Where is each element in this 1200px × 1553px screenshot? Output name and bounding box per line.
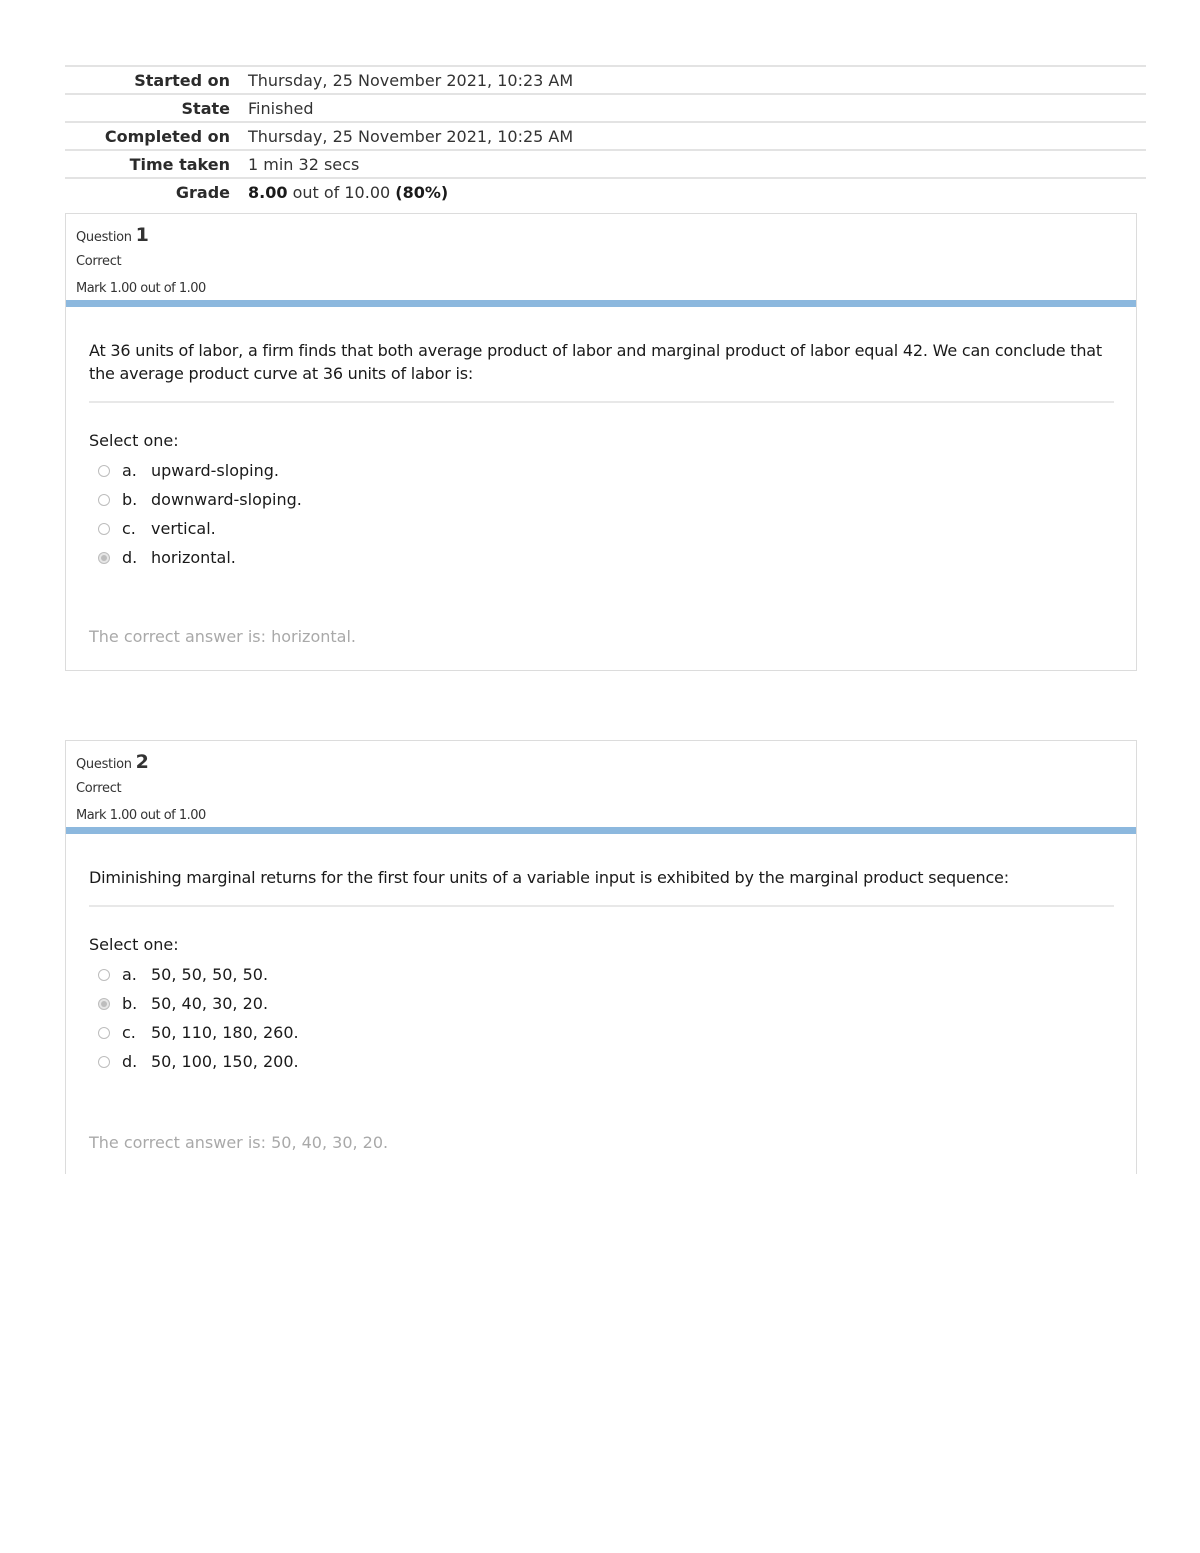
question-number — [76, 224, 1126, 246]
question-state: Correct — [76, 254, 122, 269]
option-text: 50, 50, 50, 50. — [151, 965, 269, 984]
summary-row-completed-on — [65, 121, 1146, 149]
summary-row-state — [65, 93, 1146, 121]
grade-value — [248, 183, 448, 202]
divider — [89, 905, 1114, 907]
radio-button[interactable] — [98, 969, 110, 981]
answer-option-b[interactable] — [89, 989, 1114, 1018]
answer-option-a[interactable] — [89, 456, 1114, 485]
radio-button[interactable] — [98, 1056, 110, 1068]
answer-option-a[interactable] — [89, 960, 1114, 989]
question-mark: Mark 1.00 out of 1.00 — [76, 808, 206, 823]
question-text: At 36 units of labor, a firm finds that both average product of labor and marginal product of labor equal 42. We can conclude that the average product curve at 36 units of labor is: — [89, 341, 1102, 383]
question-number — [76, 751, 1126, 773]
option-letter: d. — [122, 548, 138, 567]
option-text: 50, 110, 180, 260. — [151, 1023, 299, 1042]
question-info — [66, 214, 1136, 300]
option-letter: d. — [122, 1052, 138, 1071]
option-text: upward-sloping. — [151, 461, 279, 480]
question-label: Question — [76, 757, 132, 772]
summary-label: Completed on — [104, 126, 230, 146]
summary-label: State — [181, 98, 230, 118]
summary-value: 1 min 32 secs — [248, 154, 360, 174]
summary-value: Finished — [248, 98, 314, 118]
correct-answer-feedback: The correct answer is: 50, 40, 30, 20. — [89, 1133, 389, 1152]
summary-row-grade — [65, 177, 1146, 205]
attempt-summary-table — [65, 65, 1146, 205]
answer-option-d[interactable] — [89, 1047, 1114, 1076]
radio-button-selected[interactable] — [98, 552, 110, 564]
option-letter: c. — [122, 1023, 136, 1042]
question-text: Diminishing marginal returns for the first four units of a variable input is exhibited by the marginal product sequence: — [89, 868, 1009, 887]
summary-row-time-taken — [65, 149, 1146, 177]
grade-score: 8.00 — [248, 182, 288, 202]
question-info — [66, 741, 1136, 827]
option-letter: a. — [122, 965, 137, 984]
answer-options — [89, 456, 1114, 572]
option-text: 50, 100, 150, 200. — [151, 1052, 299, 1071]
grade-out-of: out of 10.00 — [287, 182, 396, 202]
option-text: downward-sloping. — [151, 490, 302, 509]
question-number-value: 1 — [135, 224, 149, 246]
option-text: vertical. — [151, 519, 216, 538]
summary-label: Started on — [134, 70, 230, 90]
answer-options — [89, 960, 1114, 1076]
question-label: Question — [76, 230, 132, 245]
question-content-divider — [66, 827, 1136, 834]
option-letter: c. — [122, 519, 136, 538]
question-body — [66, 307, 1136, 572]
radio-button[interactable] — [98, 465, 110, 477]
answer-option-c[interactable] — [89, 1018, 1114, 1047]
summary-label: Grade — [175, 182, 230, 202]
select-one-prompt: Select one: — [89, 431, 179, 450]
question-body — [66, 834, 1136, 1076]
summary-value: Thursday, 25 November 2021, 10:23 AM — [248, 70, 574, 90]
answer-option-b[interactable] — [89, 485, 1114, 514]
question-card-1 — [65, 213, 1137, 671]
grade-percent: (80%) — [395, 182, 449, 202]
question-number-value: 2 — [135, 751, 149, 773]
divider — [89, 401, 1114, 403]
option-letter: b. — [122, 490, 138, 509]
radio-button-selected[interactable] — [98, 998, 110, 1010]
question-mark: Mark 1.00 out of 1.00 — [76, 281, 206, 296]
option-letter: b. — [122, 994, 138, 1013]
radio-button[interactable] — [98, 1027, 110, 1039]
summary-row-started-on — [65, 65, 1146, 93]
radio-button[interactable] — [98, 523, 110, 535]
option-text: 50, 40, 30, 20. — [151, 994, 269, 1013]
select-one-prompt: Select one: — [89, 935, 179, 954]
answer-option-d[interactable] — [89, 543, 1114, 572]
option-text: horizontal. — [151, 548, 236, 567]
option-letter: a. — [122, 461, 137, 480]
question-card-2 — [65, 740, 1137, 1174]
summary-value: Thursday, 25 November 2021, 10:25 AM — [248, 126, 574, 146]
question-state: Correct — [76, 781, 122, 796]
correct-answer-feedback: The correct answer is: horizontal. — [89, 627, 356, 646]
question-content-divider — [66, 300, 1136, 307]
radio-button[interactable] — [98, 494, 110, 506]
answer-option-c[interactable] — [89, 514, 1114, 543]
summary-label: Time taken — [129, 154, 230, 174]
